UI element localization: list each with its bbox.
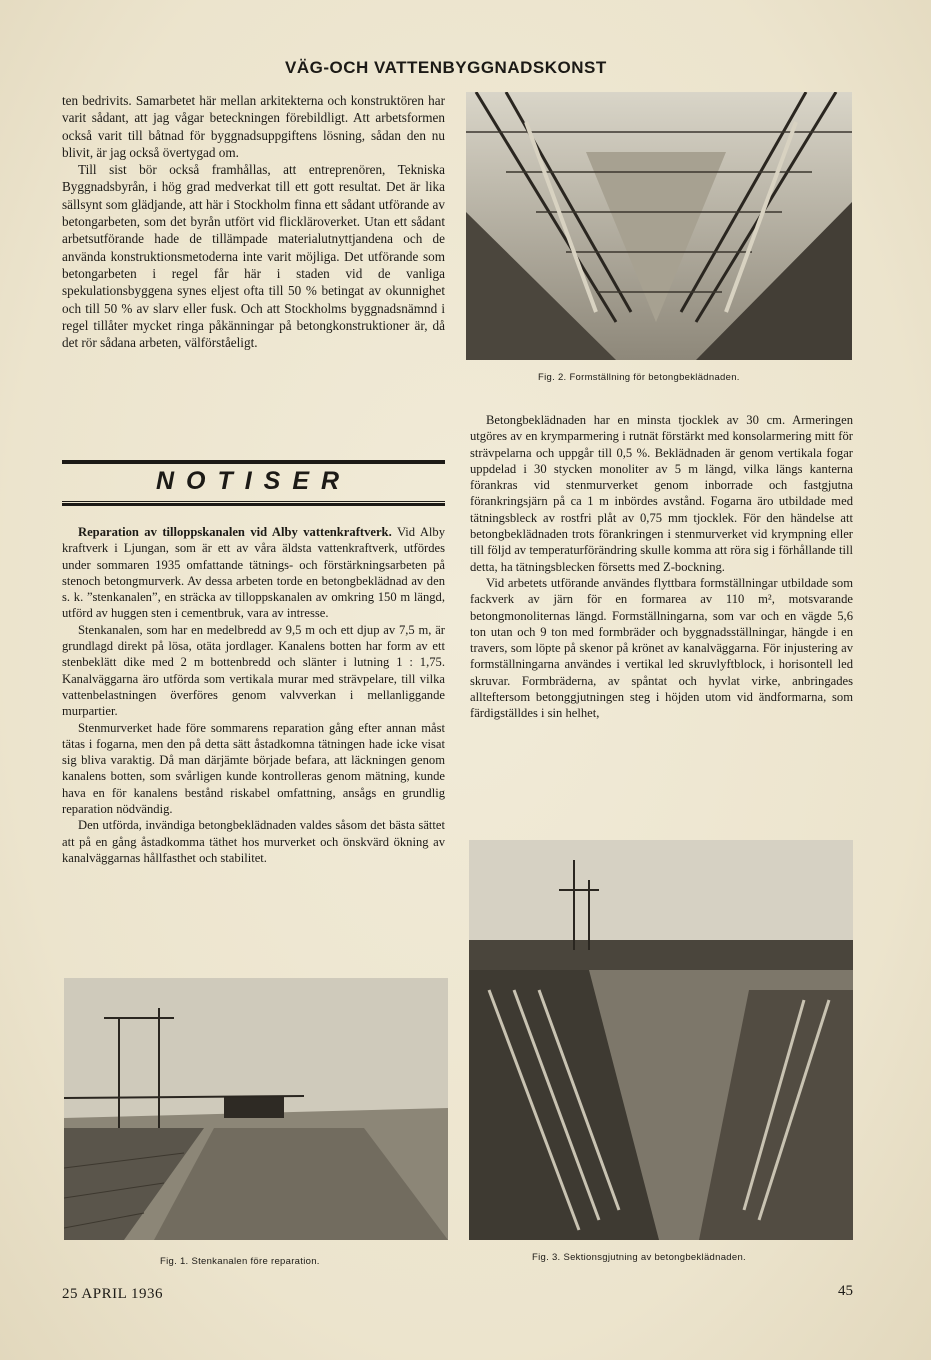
section-heading: NOTISER <box>155 467 352 495</box>
paragraph: Stenmurverket hade före sommarens reparation gång efter annan måst tätas i fogarna, men den på detta sätt åstadkomna tätningen hade icke visat sig bliva varaktig. Då man därjämte började befara, att läckningen genom kanalens botten, som svårligen kunde kontrolleras genom mätning, kunde hava en för kanalens bestånd riskabel omfattning, ansågs en grundlig reparation nödvändig. <box>62 720 445 817</box>
paragraph: Vid arbetets utförande användes flyttbara formställningar utbildade som fackverk av järn för en formarea av 110 m², motsvarande betongmonoliternas längd. Formställningarna, som var och en vägde 5,6 ton utan och 9 ton med formbräder och byggnadsställningar, hängde i en travers, som löpte på skenor på krönet av kanalväggarna. För injustering av formställningarna användes i vertikal led skruvlyftblock, i horisontell led skruvar. Formbräderna, av spåntat och hyvlat virke, anbringades allteftersom betonggjutningen steg i höjden utom vid ändformarna, som färdigställdes i sin helhet, <box>470 575 853 721</box>
section-rule-bottom <box>62 501 445 506</box>
notice-title: Reparation av tilloppskanalen vid Alby vattenkraftverk. <box>78 525 392 539</box>
section-rule-top <box>62 460 445 464</box>
figure-2-caption: Fig. 2. Formställning för betongbeklädnaden. <box>538 372 740 383</box>
page-number: 45 <box>838 1283 853 1299</box>
paragraph: ten bedrivits. Samarbetet här mellan arkitekterna och konstruktören har varit sådant, att jag vågar beteckningen förebildligt. Att arbetsformen också varit till båtnad för byggnadsuppgiftens lösning, sådan den nu blivit, är jag också övertygad om. <box>62 93 445 160</box>
figure-3-caption: Fig. 3. Sektionsgjutning av betongbeklädnaden. <box>532 1252 746 1263</box>
notice-paragraph-first <box>62 524 445 622</box>
paragraph: Den utförda, invändiga betongbeklädnaden valdes såsom det bästa sättet att på en gång åstadkomma täthet hos murverket och önskvärd ökning av kanalväggarnas hållfasthet och stabilitet. <box>62 818 445 865</box>
notice-article <box>62 524 445 866</box>
issue-date: 25 APRIL 1936 <box>62 1286 163 1302</box>
paragraph: Till sist bör också framhållas, att entreprenören, Tekniska Byggnadsbyrån, i hög grad medverkat till ett gott resultat. Det är lika sällsynt som glädjande, att här i Stockholm finna ett sådant utförande av betongarbeten, som det byrån utfört vid flickläroverket. Utan ett sådant arbetsutförande hade de tillämpade materialutnyttjandena och de använda konstruktionsmetoderna inte varit möjliga. Det utförande som betongarbeten i regel får här i staden vid de vanliga spekulationsbyggena synes eljest ofta till 50 % betingat av okunnighet och till 50 % av slarv eller fusk. Och att Stockholms byggnadsnämnd i regel tillåter mycket ringa påkänningar på betongkonstruktioner är, då det rör sådana arbeten, välförståeligt. <box>62 162 445 351</box>
article-continuation <box>62 92 445 351</box>
article-right-column <box>470 412 853 722</box>
running-header: VÄG-OCH VATTENBYGGNADSKONST <box>285 58 607 77</box>
figure-3-photo <box>469 840 853 1240</box>
figure-1-caption: Fig. 1. Stenkanalen före reparation. <box>160 1256 320 1267</box>
figure-2-photo <box>466 92 852 360</box>
notice-lead-text: Vid Alby kraftverk i Ljungan, som är ett av våra äldsta vattenkraftverk, utfördes under sommaren 1935 omfattande tätnings- och förstärkningsarbeten på stenoch betongmurverk. Av dessa arbeten torde en betongbeklädnad av den s. k. ”stenkanalen”, en sträcka av tilloppskanalen av omkring 150 m längd, utförd av huggen sten i cementbruk, vara av intresse. <box>62 525 446 621</box>
figure-1-photo <box>64 978 448 1240</box>
paragraph: Betongbeklädnaden har en minsta tjocklek av 30 cm. Armeringen utgöres av en krymparmering i rutnät förstärkt med konsolarmering mitt för strävpelarna och uppgår till 0,5 %. Beklädnaden är genom vertikala fogar uppdelad i 30 stycken monoliter av 5 m längd, vilka längs kanterna förankras vid stenmurverket genom inborrade och fastgjutna förankringsjärn på ca 1 m inbördes avstånd. Fogarna äro utbildade med tätningsbleck av rostfri plåt av 0,75 mm tjocklek. För den händelse att betongbeklädnaden trots förankringen i stenmurverket vid krympning eller till följd av temperaturförändring skulle komma att röra sig i förhållande till detta, ha tätningsblecken försetts med Z-bockning. <box>470 413 853 574</box>
paragraph: Stenkanalen, som har en medelbredd av 9,5 m och ett djup av 7,5 m, är grundlagd direkt på lösa, otäta jordlager. Kanalens botten har form av ett stenbeklätt dike med 2 m bottenbredd och slänter i lutning 1 : 1,75. Kanalväggarna äro utförda som vertikala murar med strävpelare, till vilka vattenbelastningen överföres genom valvverkan i mellanliggande murpartier. <box>62 622 445 719</box>
